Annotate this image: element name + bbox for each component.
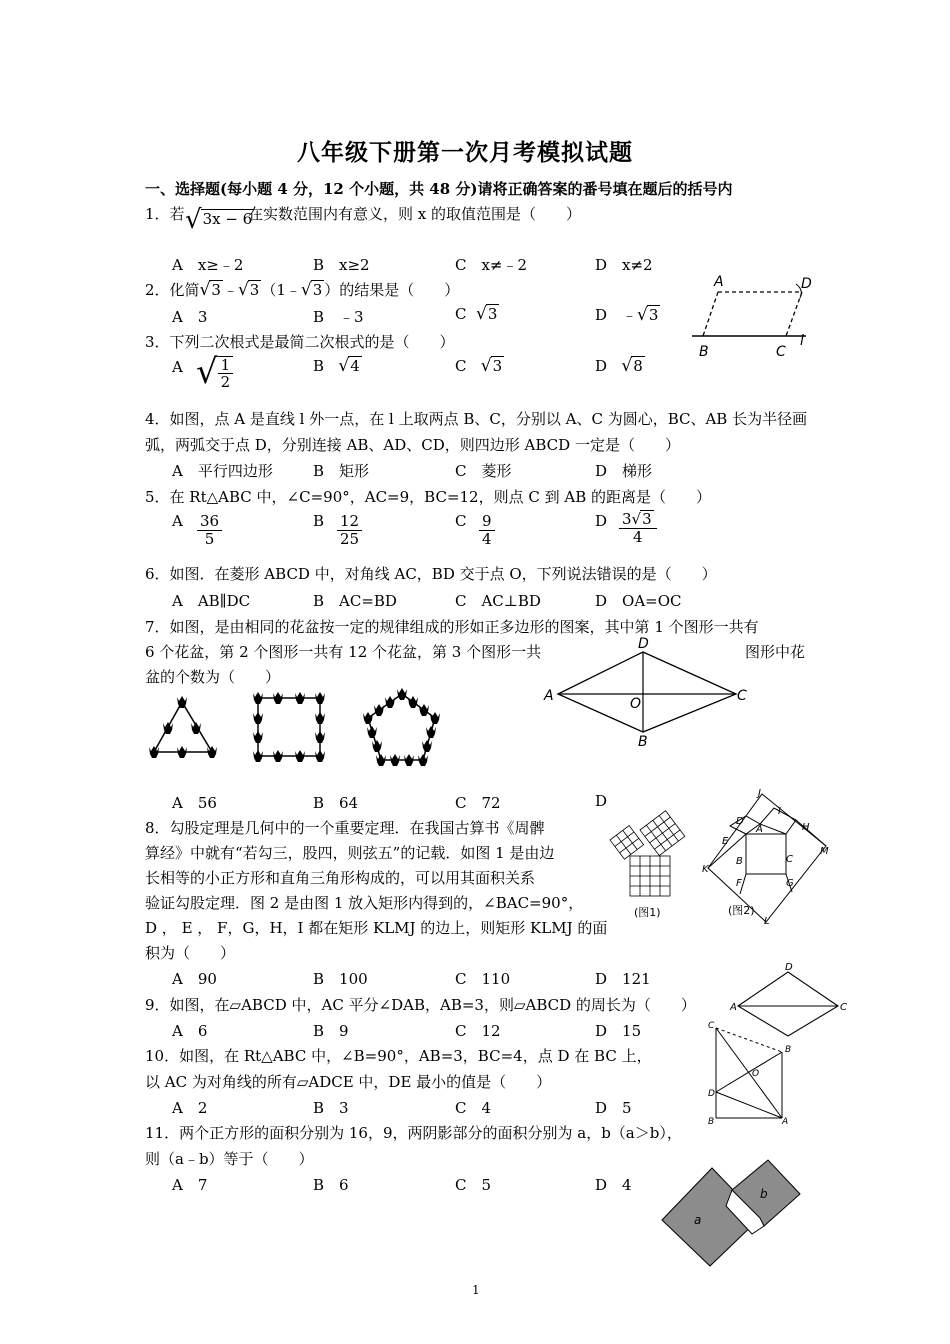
q5-option-b-label: B bbox=[313, 512, 325, 530]
question-6: 6．如图．在菱形 ABCD 中，对角线 AC，BD 交于点 O，下列说法错误的是（ ） bbox=[145, 565, 717, 583]
q7-option-b: B 64 bbox=[313, 794, 359, 812]
q10-option-d: D 5 bbox=[595, 1099, 632, 1117]
label-e-b: B bbox=[785, 1045, 792, 1055]
question-8-line-4: 验证勾股定理．图 2 是由图 1 放入矩形内得到的，∠BAC=90°， bbox=[145, 894, 584, 912]
q2-option-c-radicand: 3 bbox=[487, 305, 498, 323]
q5-a-num: 36 bbox=[197, 513, 222, 531]
q5-option-d-label: D bbox=[595, 512, 608, 530]
q3-option-c-radicand: 3 bbox=[492, 357, 503, 375]
label-j: J bbox=[758, 788, 761, 799]
question-4-line-2: 弧，两弧交于点 D，分别连接 AB、AD、CD，则四边形 ABCD 一定是（ ） bbox=[145, 436, 680, 454]
q5-fraction-b bbox=[337, 513, 362, 547]
label-o: O bbox=[630, 696, 642, 712]
q8-option-a: A 90 bbox=[172, 970, 217, 988]
q11-option-c: C 5 bbox=[455, 1176, 492, 1194]
label-a: a bbox=[694, 1213, 702, 1227]
question-8-line-3: 长相等的小正方形和直角三角形构成的，可以用其面积关系 bbox=[145, 869, 536, 887]
q8-figure-2 bbox=[700, 786, 840, 926]
q2-paren-open: （1﹣ bbox=[261, 281, 301, 299]
q1-suffix: 在实数范围内有意义，则 x 的取值范围是（ ） bbox=[248, 205, 581, 223]
q3-option-b-radicand: 4 bbox=[350, 357, 360, 375]
q3-option-b-label: B bbox=[313, 357, 325, 375]
q3-option-b bbox=[313, 356, 362, 376]
q1-option-c: C x≠﹣2 bbox=[455, 256, 528, 274]
q5-d-radicand: 3 bbox=[642, 510, 652, 528]
q6-option-b: B AC=BD bbox=[313, 592, 397, 610]
segment-dc bbox=[786, 292, 802, 336]
label-b: B bbox=[638, 734, 648, 750]
q7-option-a: A 56 bbox=[172, 794, 217, 812]
pattern-pentagon bbox=[363, 688, 440, 766]
q5-option-b bbox=[337, 513, 362, 547]
q4-option-d: D 梯形 bbox=[595, 462, 653, 480]
question-7-line-2b: 图形中花 bbox=[745, 643, 806, 661]
radical-sign-icon: √ bbox=[621, 356, 633, 376]
page-number: 1 bbox=[472, 1283, 480, 1297]
question-8-line-2: 算经》中就有“若勾三，股四，则弦五”的记载．如图 1 是由边 bbox=[145, 844, 555, 862]
q5-d-den: 4 bbox=[633, 527, 643, 546]
section-heading: 一、选择题(每小题 4 分，12 个小题，共 48 分)请将正确答案的番号填在题后的括号内 bbox=[145, 180, 733, 198]
q5-b-num: 12 bbox=[337, 513, 362, 531]
q5-option-a-label: A bbox=[172, 512, 183, 530]
q11-option-a: A 7 bbox=[172, 1176, 208, 1194]
q1-option-b: B x≥2 bbox=[313, 256, 370, 274]
q5-d-num bbox=[619, 510, 657, 529]
question-3: 3．下列二次根式是最简二次根式的是（ ） bbox=[145, 333, 455, 351]
q10-option-a: A 2 bbox=[172, 1099, 208, 1117]
segment-de bbox=[716, 1052, 782, 1092]
q1-option-d: D x≠2 bbox=[595, 256, 653, 274]
label-h: H bbox=[802, 822, 810, 833]
rectangle-klmj bbox=[708, 794, 826, 922]
label-i: I bbox=[778, 806, 781, 817]
q3-option-d-radicand: 8 bbox=[633, 357, 643, 375]
label-f: F bbox=[736, 878, 742, 889]
q11-option-d: D 4 bbox=[595, 1176, 632, 1194]
label-c: C bbox=[737, 688, 747, 704]
question-11-line-2: 则（a﹣b）等于（ ） bbox=[145, 1150, 314, 1168]
q11-figure bbox=[656, 1158, 816, 1270]
q2-option-a: A 3 bbox=[172, 308, 208, 326]
q10-option-b: B 3 bbox=[313, 1099, 349, 1117]
radical-sign-icon: √ bbox=[637, 305, 648, 325]
label-b: B bbox=[736, 856, 743, 867]
label-c: C bbox=[840, 1002, 847, 1013]
fig2-caption: (图2) bbox=[728, 904, 755, 917]
label-k: K bbox=[702, 864, 709, 875]
question-8-line-5: D ， E ， F，G，H，I 都在矩形 KLMJ 的边上，则矩形 KLMJ 的面 bbox=[145, 919, 608, 937]
q2-radicand-2: 3 bbox=[249, 281, 260, 299]
label-a: A bbox=[730, 1002, 737, 1013]
pattern-triangle bbox=[149, 696, 217, 758]
q7-pattern-figure bbox=[140, 688, 450, 778]
q3-option-a-label: A bbox=[172, 358, 183, 376]
q5-fraction-d bbox=[619, 510, 657, 545]
q5-c-den: 4 bbox=[482, 529, 492, 548]
q1-radicand: 3x − 6 bbox=[202, 210, 253, 228]
label-g: G bbox=[786, 878, 794, 889]
q2-minus: ﹣ bbox=[222, 281, 238, 299]
segment-ce bbox=[716, 1028, 782, 1052]
q7-option-c: C 72 bbox=[455, 794, 501, 812]
question-2 bbox=[145, 279, 459, 300]
q2-suffix: ）的结果是（ ） bbox=[324, 281, 460, 299]
q9-option-b: B 9 bbox=[313, 1022, 349, 1040]
q5-d-coef: 3 bbox=[622, 510, 632, 528]
question-8-line-1: 8．勾股定理是几何中的一个重要定理．在我国古算书《周髀 bbox=[145, 819, 545, 837]
q2-option-d-label: D ﹣ bbox=[595, 306, 638, 324]
question-1 bbox=[145, 203, 185, 224]
q5-b-den: 25 bbox=[340, 529, 360, 548]
label-l: l bbox=[800, 333, 804, 349]
q3-option-d bbox=[595, 356, 645, 376]
q9-option-a: A 6 bbox=[172, 1022, 208, 1040]
q4-option-b: B 矩形 bbox=[313, 462, 370, 480]
radical-sign-icon: √ bbox=[631, 510, 642, 528]
q5-c-num: 9 bbox=[479, 513, 495, 531]
q2-radicand-3: 3 bbox=[312, 281, 323, 299]
pattern-square bbox=[253, 692, 325, 762]
q6-option-a: A AB∥DC bbox=[172, 592, 251, 610]
q6-option-c: C AC⊥BD bbox=[455, 592, 541, 610]
label-l: L bbox=[764, 916, 770, 926]
fig1-caption: (图1) bbox=[634, 906, 661, 919]
q2-option-d-radicand: 3 bbox=[648, 306, 659, 324]
question-7-line-3: 盆的个数为（ ） bbox=[145, 668, 281, 686]
question-11-line-1: 11．两个正方形的面积分别为 16，9，两阴影部分的面积分别为 a，b（a＞b）， bbox=[145, 1124, 682, 1142]
q11-option-b: B 6 bbox=[313, 1176, 349, 1194]
q3-option-a bbox=[196, 352, 233, 397]
q2-option-c-label: C bbox=[455, 305, 467, 323]
question-4-line-1: 4．如图，点 A 是直线 l 外一点，在 l 上取两点 B、C，分别以 A、C 为圆心，BC、AB 长为半径画 bbox=[145, 410, 808, 428]
radical-sign-icon: √ bbox=[185, 205, 202, 235]
label-d: D bbox=[736, 816, 744, 827]
q4-option-a: A 平行四边形 bbox=[172, 462, 273, 480]
label-m: M bbox=[820, 846, 829, 857]
q8-option-d: D 121 bbox=[595, 970, 651, 988]
label-c: C bbox=[776, 344, 786, 360]
segment-ab bbox=[703, 292, 718, 336]
q4-figure bbox=[688, 272, 818, 362]
label-e: E bbox=[722, 836, 729, 847]
radical-sign-icon: √ bbox=[338, 356, 350, 376]
q2-option-c bbox=[455, 304, 499, 324]
q3-frac-num: 1 bbox=[218, 357, 234, 375]
q4-option-c: C 菱形 bbox=[455, 462, 512, 480]
q5-fraction-c bbox=[479, 513, 495, 547]
q8-figure-1 bbox=[606, 810, 698, 920]
question-7-line-2a: 6 个花盆，第 2 个图形一共有 12 个花盆，第 3 个图形一共 bbox=[145, 643, 542, 661]
label-a: A bbox=[714, 274, 724, 290]
q5-option-c-label: C bbox=[455, 512, 467, 530]
q2-prefix: 2．化简 bbox=[145, 281, 200, 299]
label-o: O bbox=[752, 1069, 760, 1079]
q3-frac-den: 2 bbox=[220, 373, 231, 391]
label-a: A bbox=[756, 824, 763, 835]
label-d: D bbox=[638, 636, 649, 652]
q5-option-a bbox=[197, 513, 222, 547]
triangle-bac bbox=[746, 824, 786, 834]
label-c: C bbox=[786, 854, 793, 865]
q2-option-b: B ﹣3 bbox=[313, 308, 364, 326]
q3-option-c-label: C bbox=[455, 357, 467, 375]
label-b: b bbox=[760, 1187, 768, 1201]
q5-a-den: 5 bbox=[204, 529, 215, 548]
question-10-line-1: 10．如图，在 Rt△ABC 中，∠B=90°，AB=3，BC=4，点 D 在 BC 上， bbox=[145, 1047, 652, 1065]
q10-figure bbox=[704, 1018, 800, 1128]
radical-sign-icon: √ bbox=[196, 352, 218, 392]
q1-option-a: A x≥﹣2 bbox=[172, 256, 244, 274]
label-d: D bbox=[785, 962, 793, 973]
q2-radicand-1: 3 bbox=[211, 281, 221, 299]
question-9: 9．如图，在▱ABCD 中，AC 平分∠DAB，AB=3，则▱ABCD 的周长为（ ） bbox=[145, 996, 696, 1014]
q3-option-d-label: D bbox=[595, 357, 608, 375]
radical-sign-icon: √ bbox=[199, 280, 211, 300]
q1-radical bbox=[185, 205, 254, 235]
question-7-line-1: 7．如图，是由相同的花盆按一定的规律组成的形如正多边形的图案，其中第 1 个图形一共有 bbox=[145, 618, 759, 636]
label-d: D bbox=[708, 1089, 715, 1099]
q5-fraction-a bbox=[197, 513, 222, 547]
q8-option-b: B 100 bbox=[313, 970, 368, 988]
q9-option-d: D 15 bbox=[595, 1022, 642, 1040]
q6-figure bbox=[540, 634, 752, 752]
label-a: A bbox=[782, 1117, 789, 1127]
q5-option-d bbox=[619, 510, 657, 545]
radical-sign-icon: √ bbox=[476, 304, 487, 324]
question-8-line-6: 积为（ ） bbox=[145, 944, 236, 962]
radical-sign-icon: √ bbox=[237, 280, 249, 300]
label-d: D bbox=[801, 276, 812, 292]
q7-option-d: D bbox=[595, 792, 608, 810]
label-c: C bbox=[708, 1021, 715, 1031]
q10-option-c: C 4 bbox=[455, 1099, 492, 1117]
rhombus-abcd bbox=[558, 652, 736, 732]
page-title: 八年级下册第一次月考模拟试题 bbox=[297, 139, 633, 166]
q5-option-c bbox=[479, 513, 495, 547]
q2-option-d bbox=[595, 304, 660, 325]
q8-option-c: C 110 bbox=[455, 970, 511, 988]
q6-option-d: D OA=OC bbox=[595, 592, 682, 610]
square-bcgf bbox=[746, 834, 786, 874]
label-b: B bbox=[708, 1117, 715, 1127]
label-b: B bbox=[699, 344, 709, 360]
q3-option-c bbox=[455, 356, 504, 376]
radical-sign-icon: √ bbox=[480, 356, 492, 376]
q3-fraction bbox=[218, 356, 234, 391]
question-10-line-2: 以 AC 为对角线的所有▱ADCE 中，DE 最小的值是（ ） bbox=[145, 1073, 552, 1091]
question-5: 5．在 Rt△ABC 中，∠C=90°，AC=9，BC=12，则点 C 到 AB 的距离是（ ） bbox=[145, 488, 712, 506]
label-a: A bbox=[544, 688, 554, 704]
q9-option-c: C 12 bbox=[455, 1022, 501, 1040]
radical-sign-icon: √ bbox=[300, 280, 312, 300]
q1-prefix: 1．若 bbox=[145, 205, 185, 223]
